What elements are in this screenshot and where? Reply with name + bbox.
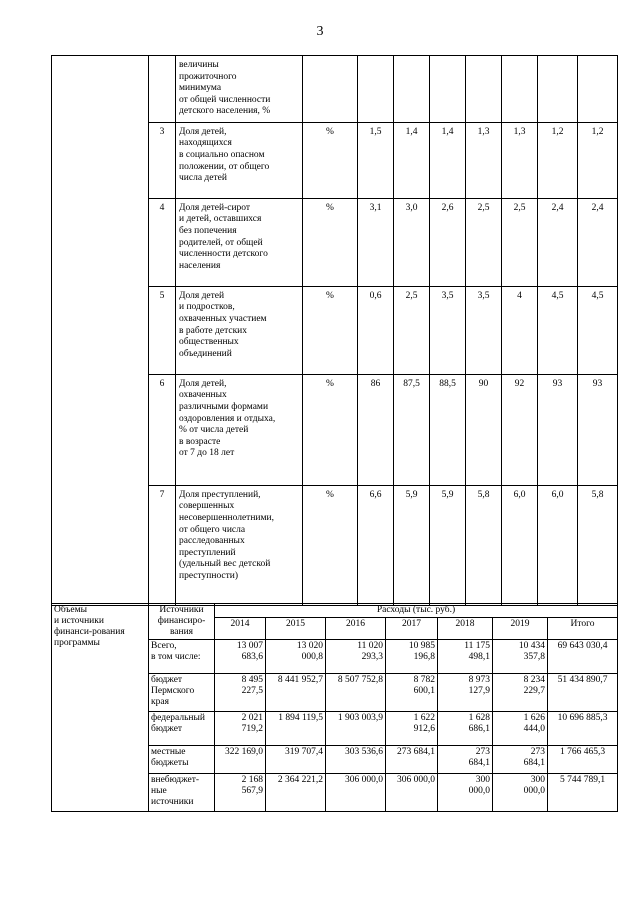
financing-value: 8 234 229,7 (493, 673, 548, 711)
year-header: Итого (548, 617, 618, 639)
indicator-name: Доля преступлений, совершенных несовершеннолетними, от общего числа расследованных преступлений (удельный вес детской преступности) (176, 485, 303, 605)
indicator-value: 87,5 (394, 374, 430, 485)
indicator-value (394, 56, 430, 123)
financing-value: 13 020 000,8 (266, 639, 326, 673)
indicator-value: 5,8 (578, 485, 618, 605)
indicator-unit: % (303, 198, 358, 286)
year-header: 2016 (326, 617, 386, 639)
indicator-row (52, 485, 618, 605)
indicator-name: Доля детей-сирот и детей, оставшихся без попечения родителей, от общей численности детского населения (176, 198, 303, 286)
section-label-cell (52, 122, 149, 198)
indicator-unit (303, 56, 358, 123)
indicator-row (52, 56, 618, 123)
financing-source: федеральный бюджет (149, 711, 215, 745)
indicator-row (52, 122, 618, 198)
indicator-value: 3,0 (394, 198, 430, 286)
financing-value: 10 434 357,8 (493, 639, 548, 673)
indicator-number: 7 (149, 485, 176, 605)
indicator-value: 2,4 (538, 198, 578, 286)
financing-value: 11 020 293,3 (326, 639, 386, 673)
financing-value: 273 684,1 (493, 745, 548, 773)
indicator-value: 5,9 (430, 485, 466, 605)
financing-value: 51 434 890,7 (548, 673, 618, 711)
year-header: 2018 (438, 617, 493, 639)
indicator-value: 86 (358, 374, 394, 485)
indicator-value: 5,9 (394, 485, 430, 605)
indicator-value (578, 56, 618, 123)
page-number: 3 (316, 24, 324, 39)
indicator-unit: % (303, 374, 358, 485)
indicator-value: 1,3 (466, 122, 502, 198)
indicator-value: 1,4 (430, 122, 466, 198)
financing-value: 69 643 030,4 (548, 639, 618, 673)
section-label-cell (52, 198, 149, 286)
indicator-value: 6,0 (502, 485, 538, 605)
indicator-row (52, 374, 618, 485)
indicator-value: 4,5 (538, 286, 578, 374)
financing-value: 5 744 789,1 (548, 773, 618, 811)
section-label-cell (52, 374, 149, 485)
indicator-value: 6,0 (538, 485, 578, 605)
indicator-value: 2,4 (578, 198, 618, 286)
financing-value: 10 696 885,3 (548, 711, 618, 745)
indicator-number (149, 56, 176, 123)
financing-value: 2 021 719,2 (215, 711, 266, 745)
financing-section-label: Объемы и источники финанси-рования программы (52, 604, 149, 812)
indicator-value: 0,6 (358, 286, 394, 374)
financing-value: 10 985 196,8 (386, 639, 438, 673)
indicator-value: 90 (466, 374, 502, 485)
financing-value: 306 000,0 (326, 773, 386, 811)
indicator-value: 1,4 (394, 122, 430, 198)
indicator-value (538, 56, 578, 123)
financing-source: Всего, в том числе: (149, 639, 215, 673)
financing-value: 303 536,6 (326, 745, 386, 773)
indicator-unit: % (303, 485, 358, 605)
section-label-cell (52, 56, 149, 123)
indicator-name: величины прожиточного минимума от общей численности детского населения, % (176, 56, 303, 123)
year-header: 2014 (215, 617, 266, 639)
financing-value: 1 622 912,6 (386, 711, 438, 745)
indicators-table (51, 55, 618, 606)
indicator-row (52, 286, 618, 374)
financing-value: 319 707,4 (266, 745, 326, 773)
financing-source: внебюджет- ные источники (149, 773, 215, 811)
indicator-row (52, 198, 618, 286)
financing-table (51, 603, 618, 812)
financing-value: 2 168 567,9 (215, 773, 266, 811)
indicator-value: 92 (502, 374, 538, 485)
indicator-name: Доля детей, охваченных различными формами оздоровления и отдыха, % от числа детей в возрасте от 7 до 18 лет (176, 374, 303, 485)
financing-value: 273 684,1 (438, 745, 493, 773)
indicator-value: 2,6 (430, 198, 466, 286)
indicator-number: 4 (149, 198, 176, 286)
indicator-number: 5 (149, 286, 176, 374)
financing-value: 11 175 498,1 (438, 639, 493, 673)
financing-value: 8 507 752,8 (326, 673, 386, 711)
indicator-value: 2,5 (502, 198, 538, 286)
indicator-value: 3,5 (466, 286, 502, 374)
financing-value: 1 894 119,5 (266, 711, 326, 745)
indicator-number: 6 (149, 374, 176, 485)
indicator-value: 1,2 (578, 122, 618, 198)
financing-value: 8 973 127,9 (438, 673, 493, 711)
financing-value: 2 364 221,2 (266, 773, 326, 811)
indicator-value (430, 56, 466, 123)
financing-value: 1 766 465,3 (548, 745, 618, 773)
indicator-name: Доля детей и подростков, охваченных участием в работе детских общественных объединений (176, 286, 303, 374)
indicator-value (502, 56, 538, 123)
indicator-unit: % (303, 286, 358, 374)
financing-value: 273 684,1 (386, 745, 438, 773)
year-header: 2015 (266, 617, 326, 639)
financing-source: местные бюджеты (149, 745, 215, 773)
indicator-value: 88,5 (430, 374, 466, 485)
financing-value: 322 169,0 (215, 745, 266, 773)
indicator-value: 93 (578, 374, 618, 485)
indicator-unit: % (303, 122, 358, 198)
financing-value: 8 782 600,1 (386, 673, 438, 711)
indicator-value: 4 (502, 286, 538, 374)
financing-source: бюджет Пермского края (149, 673, 215, 711)
financing-value: 8 495 227,5 (215, 673, 266, 711)
indicator-value: 4,5 (578, 286, 618, 374)
indicator-value: 5,8 (466, 485, 502, 605)
financing-value: 306 000,0 (386, 773, 438, 811)
indicator-value: 1,2 (538, 122, 578, 198)
sources-header: Источники финансиро- вания (149, 604, 215, 640)
indicator-value: 1,3 (502, 122, 538, 198)
financing-value: 8 441 952,7 (266, 673, 326, 711)
financing-value: 1 903 003,9 (326, 711, 386, 745)
indicator-value: 93 (538, 374, 578, 485)
year-header: 2017 (386, 617, 438, 639)
indicator-value: 2,5 (466, 198, 502, 286)
financing-value: 13 007 683,6 (215, 639, 266, 673)
year-header: 2019 (493, 617, 548, 639)
indicator-value: 2,5 (394, 286, 430, 374)
financing-value: 1 626 444,0 (493, 711, 548, 745)
indicator-value: 3,1 (358, 198, 394, 286)
indicator-value (358, 56, 394, 123)
indicator-value (466, 56, 502, 123)
expenses-header: Расходы (тыс. руб.) (215, 604, 618, 618)
section-label-cell (52, 286, 149, 374)
indicator-value: 1,5 (358, 122, 394, 198)
financing-value: 300 000,0 (493, 773, 548, 811)
financing-header-row (52, 604, 618, 618)
financing-value: 1 628 686,1 (438, 711, 493, 745)
indicator-number: 3 (149, 122, 176, 198)
financing-value: 300 000,0 (438, 773, 493, 811)
indicator-name: Доля детей, находящихся в социально опасном положении, от общего числа детей (176, 122, 303, 198)
section-label-cell (52, 485, 149, 605)
indicator-value: 3,5 (430, 286, 466, 374)
indicator-value: 6,6 (358, 485, 394, 605)
